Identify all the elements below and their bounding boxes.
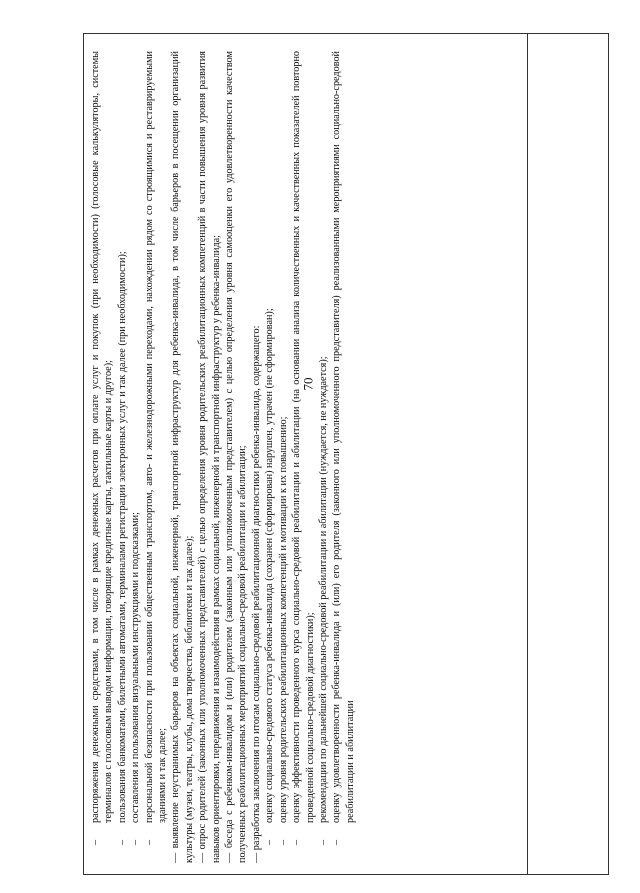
page-number: 70 [300,377,316,391]
list-item: – оценку уровня родительских реабилитационных компетенций и мотивации к их повышению; [277,51,290,863]
list-item: — выявление неустранимых барьеров на объектах социальной, инженерной, транспортной инфраструктур для ребенка-инвалида, в том числе барьеров в посещении организаций культуры (музеи, театры, клубы, дома творчества, библиотеки и так далее); [170,51,195,863]
column-divider [527,33,528,875]
list-item: — разработка заключения по итогам социально-средовой реабилитационной диагностики ребенка-инвалида, содержащего: [250,325,262,863]
list-item: – оценку социально-средового статуса ребенка-инвалида (сохранен (сформирован) нарушен, утрачен (не сформирован); [263,51,276,863]
list-item: – персональной безопасности при пользовании общественным транспортом, авто- и железнодорожными переходами, нахождении рядом со строящимися и реставрируемыми зданиями и так далее; [143,51,170,863]
list-item: – рекомендации по дальнейшей социально-средовой реабилитации и абилитации (нуждается, не нуждается); [317,51,330,863]
list-item: – составления и пользования визуальными инструкциями и подсказками; [129,51,142,863]
list-item: – пользования банкоматами, билетными автоматами, терминалами регистрации электронных услуг и так далее (при необходимости); [116,51,129,863]
list-item: – оценку эффективности проведенного курса социально-средовой реабилитации и абилитации (на основании анализа количественных и качественных показателей повторно проведенной социально-средовой диагностики); [290,51,317,863]
table-cell [85,33,527,875]
list-item: – оценку удовлетворенности ребенка-инвалида и (или) его родителя (законного или уполномоченного представителя) реализованными мероприятиями социально-средовой реабилитации и абилитации [330,51,357,863]
list-item: – распоряжения денежными средствами, в том числе в рамках денежных расчетов при оплате услуг и покупок (при необходимости) (голосовые калькуляторы, системы терминалов с голосовым выводом информации, говорящие кредитные карты, тактильные карты и другое); [89,51,116,863]
cell-content [85,33,527,875]
list-item: — опрос родителей (законных или уполномоченных представителей) с целью определения уровня родительских реабилитационных компетенций в части повышения уровня развития навыков ориентировки, передвижения и взаимодействия в рамках социальной, инженерной и транспортной инфраструктур у ребенка-инвалида; [197,51,222,863]
list-item: — беседа с ребенком-инвалидом и (или) родителем (законным или уполномоченным представителем) с целью определения уровня самооценки его удовлетворенности качеством полученных реабилитационных мероприятий социально-средовой реабилитации и абилитации; [224,51,249,863]
